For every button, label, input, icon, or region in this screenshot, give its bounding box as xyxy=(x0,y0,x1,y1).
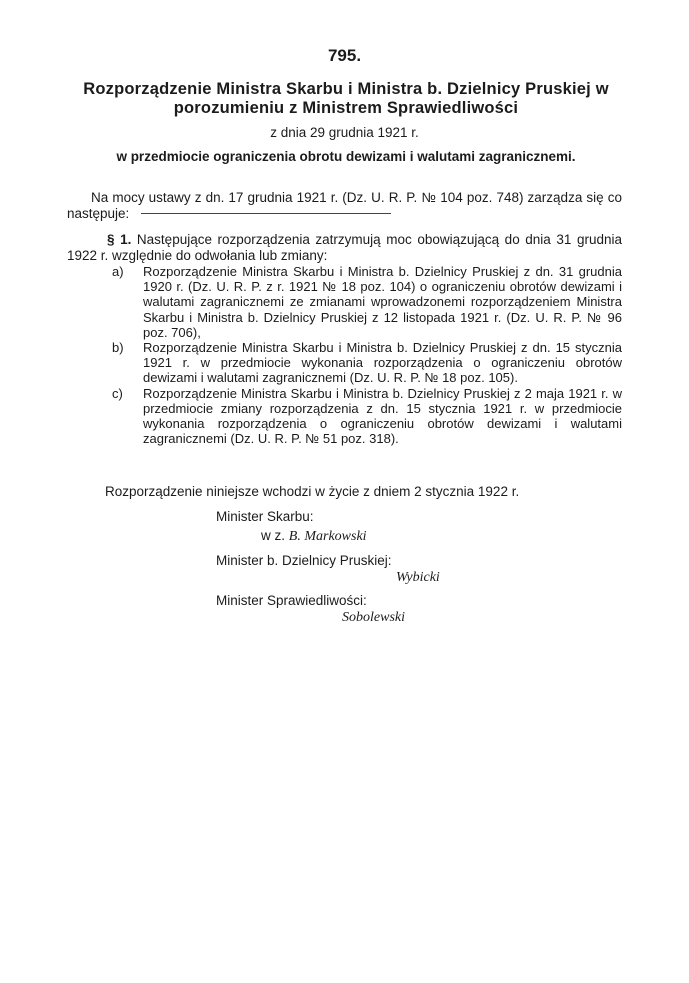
signature-role-skarb: Minister Skarbu: xyxy=(216,509,314,524)
final-paragraph: Rozporządzenie niniejsze wchodzi w życie z dniem 2 stycznia 1922 r. xyxy=(105,484,520,499)
regulation-list xyxy=(112,264,622,446)
intro-paragraph xyxy=(67,190,622,221)
signature-name: Sobolewski xyxy=(342,610,405,625)
signature-prefix: w z. xyxy=(261,528,286,543)
signature-block-skarb xyxy=(261,528,367,545)
signature-block-sprawiedliwosc xyxy=(342,609,405,626)
list-item-text: Rozporządzenie Ministra Skarbu i Ministra b. Dzielnicy Pruskiej z dn. 31 grudnia 1920 r. (Dz. U. R. P. z r. 1921 № 18 poz. 104) o ograniczeniu obrotów dewizami i walutami zagranicznemi ze zmianami wprowadzonemi rozporządzeniem Ministra Skarbu i Ministra b. Dzielnicy Pruskiej z 12 listopada 1921 r. (Dz. U. R. P. № 96 poz. 706), xyxy=(143,264,622,340)
list-item-label: a) xyxy=(112,264,124,279)
date-line: z dnia 29 grudnia 1921 r. xyxy=(270,125,419,140)
dash-rule xyxy=(141,213,391,214)
signature-role-pruska: Minister b. Dzielnicy Pruskiej: xyxy=(216,553,392,568)
list-item-label: c) xyxy=(112,385,123,401)
list-item-text: Rozporządzenie Ministra Skarbu i Ministra b. Dzielnicy Pruskiej z 2 maja 1921 r. w przedmiocie zmiany rozporządzenia z dn. 15 stycznia 1921 r. w przedmiocie wykonania rozporządzenia o ograniczeniu obrotów dewizami i walutami zagranicznemi (Dz. U. R. P. № 51 poz. 318). xyxy=(143,385,622,447)
section-marker: § 1. xyxy=(107,232,132,247)
list-item xyxy=(112,264,622,340)
intro-text: Na mocy ustawy z dn. 17 grudnia 1921 r. (Dz. U. R. P. № 104 poz. 748) zarządza się co następuje: xyxy=(67,190,622,221)
page-number: 795. xyxy=(327,46,362,65)
signature-name: B. Markowski xyxy=(288,529,367,544)
list-item-text: Rozporządzenie Ministra Skarbu i Ministra b. Dzielnicy Pruskiej z dn. 15 stycznia 1921 r. w przedmiocie wykonania rozporządzenia o ograniczeniu obrotów dewizami i walutami zagranicznemi (Dz. U. R. P. № 18 poz. 105). xyxy=(143,340,622,386)
signature-block-pruska xyxy=(396,569,440,586)
section-paragraph xyxy=(67,232,622,263)
section-text: Następujące rozporządzenia zatrzymują moc obowiązującą do dnia 31 grudnia 1922 r. względnie do odwołania lub zmiany: xyxy=(67,232,622,263)
subject-heading: w przedmiocie ograniczenia obrotu dewizami i walutami zagranicznemi. xyxy=(116,149,576,164)
signature-role-sprawiedliwosc: Minister Sprawiedliwości: xyxy=(216,593,367,608)
signature-name: Wybicki xyxy=(396,570,440,585)
document-title: Rozporządzenie Ministra Skarbu i Ministra b. Dzielnicy Pruskiej w porozumieniu z Ministrem Sprawiedliwości xyxy=(83,80,609,117)
list-item xyxy=(112,340,622,386)
list-item-label: b) xyxy=(112,340,124,356)
list-item xyxy=(112,386,622,447)
